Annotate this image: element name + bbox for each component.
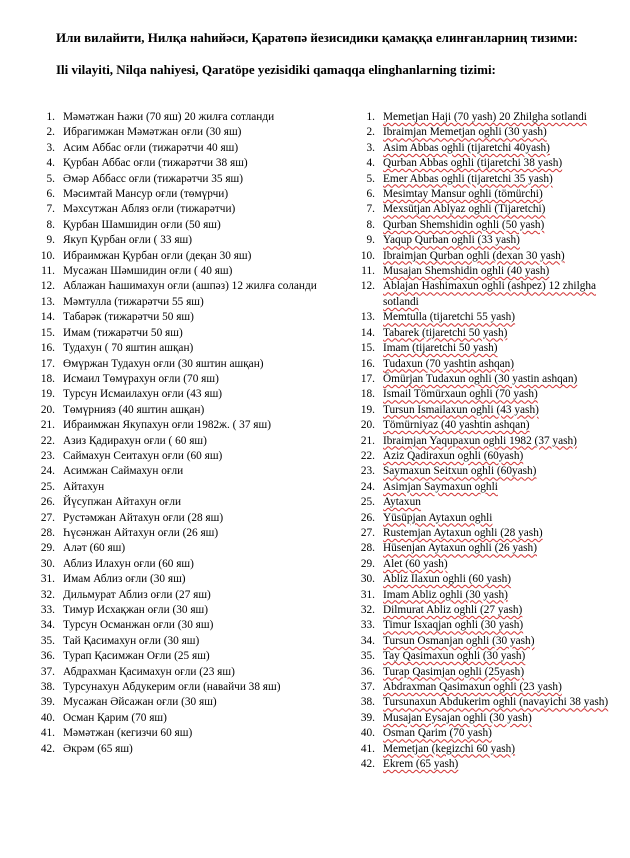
item-number: 6. <box>46 188 55 201</box>
item-number: 22. <box>40 434 55 447</box>
item-number: 41. <box>360 742 375 755</box>
item-text: Abdraxman Qasimaxun oghli (23 yash) <box>383 681 562 694</box>
list-item <box>360 711 620 726</box>
item-text: Ömürjan Tudaxun oghli (30 yastin ashqan) <box>383 372 578 385</box>
item-number: 15. <box>360 342 375 355</box>
list-item <box>360 526 620 541</box>
item-number: 9. <box>46 234 55 247</box>
list-item <box>40 233 340 248</box>
list-item <box>40 403 340 418</box>
list-item <box>40 449 340 464</box>
list-item <box>360 418 620 433</box>
item-number: 32. <box>360 604 375 616</box>
item-text: Мәмәтжан Һажи (70 яш) 20 жилға сотланди <box>63 111 275 123</box>
list-item <box>40 141 340 156</box>
item-number: 9. <box>366 234 375 247</box>
list-item <box>360 511 620 526</box>
item-number: 27. <box>40 511 55 524</box>
item-text: Ibraimjan Memetjan oghli (30 yash) <box>383 126 547 139</box>
list-item <box>360 279 620 310</box>
list-item <box>360 341 620 356</box>
item-number: 30. <box>360 573 375 586</box>
item-number: 28. <box>360 542 375 555</box>
item-text: Аблажан Һашимахун оғли (ашпәз) 12 жилға соланди <box>63 280 317 293</box>
list-item <box>40 434 340 449</box>
list-item <box>40 156 340 171</box>
item-number: 13. <box>40 295 55 308</box>
item-text: Имам Аблиз оғли (30 яш) <box>63 573 186 586</box>
item-text: Dilmurat Abliz oghli (27 yash) <box>383 604 523 616</box>
item-text: Ибрагимжан Мәмәтжан оғли (30 яш) <box>63 126 242 139</box>
item-text: Турсун Османжан оғли (30 яш) <box>63 619 214 632</box>
item-number: 40. <box>360 727 375 740</box>
item-text: Абдрахман Қасимахун оғли (23 яш) <box>63 665 235 678</box>
list-item <box>40 526 340 541</box>
list-item <box>360 541 620 556</box>
item-text: Imam Abliz oghli (30 yash) <box>383 588 508 601</box>
item-text: Memetjan Haji (70 yash) 20 Zhilgha sotlandi <box>383 111 587 123</box>
item-number: 27. <box>360 526 375 539</box>
list-item <box>40 680 340 695</box>
list-item <box>360 649 620 664</box>
item-text: Аләт (60 яш) <box>63 542 126 555</box>
item-text: Турсун Исмаилахун оғли (43 яш) <box>63 388 223 401</box>
list-item <box>360 357 620 372</box>
list-item <box>40 279 340 294</box>
item-number: 21. <box>360 434 375 447</box>
list-item <box>360 434 620 449</box>
list-item <box>360 757 620 772</box>
item-text: Мәсимтай Мансур оғли (төмүрчи) <box>63 188 229 201</box>
item-number: 12. <box>360 280 375 293</box>
item-text: Tabarek (tijaretchi 50 yash) <box>383 326 508 339</box>
list-item <box>360 603 620 618</box>
item-text: Turap Qasimjan oghli (25yash) <box>383 665 525 678</box>
item-number: 16. <box>40 342 55 355</box>
list-item <box>360 665 620 680</box>
list-item <box>40 464 340 479</box>
item-number: 25. <box>40 480 55 493</box>
item-text: Аблиз Илахун оғли (60 яш) <box>63 557 194 570</box>
list-item <box>360 495 620 510</box>
item-number: 2. <box>46 126 55 139</box>
list-item <box>40 249 340 264</box>
list-item <box>360 557 620 572</box>
item-number: 15. <box>40 326 55 339</box>
item-number: 17. <box>40 357 55 370</box>
item-text: Турап Қасимжан Оғли (25 яш) <box>63 650 210 663</box>
item-text: Emer Abbas oghli (tijaretchi 35 yash) <box>383 172 553 185</box>
list-item <box>360 449 620 464</box>
list-item <box>40 110 340 125</box>
item-text: Timur Isxaqjan oghli (30 yash) <box>383 619 524 632</box>
item-number: 5. <box>46 172 55 185</box>
item-number: 38. <box>40 681 55 694</box>
item-text: Tömürniyaz (40 yashtin ashqan) <box>383 419 530 432</box>
list-item <box>360 480 620 495</box>
item-text: Aziz Qadiraxun oghli (60yash) <box>383 449 524 462</box>
item-text: Йүсупжан Айтахун оғли <box>63 496 182 509</box>
item-text: Мусажан Әйсажан оғли (30 яш) <box>63 696 217 709</box>
item-text: Мәмтулла (тижарәтчи 55 яш) <box>63 295 204 308</box>
item-number: 13. <box>360 311 375 324</box>
item-text: Imam (tijaretchi 50 yash) <box>383 342 498 355</box>
item-number: 24. <box>40 465 55 478</box>
item-number: 14. <box>40 311 55 324</box>
item-number: 19. <box>40 388 55 401</box>
list-item <box>40 264 340 279</box>
item-number: 22. <box>360 449 375 462</box>
list-item <box>40 372 340 387</box>
item-text: Азиз Қадирахун оғли ( 60 яш) <box>63 434 207 447</box>
list-item <box>40 649 340 664</box>
item-number: 38. <box>360 696 375 709</box>
detainee-list-cyrillic <box>40 110 340 757</box>
item-text: Musajan Eysajan oghli (30 yash) <box>383 711 532 724</box>
item-number: 10. <box>40 249 55 262</box>
item-number: 28. <box>40 526 55 539</box>
detainee-list-latin <box>360 110 620 772</box>
item-text: Дильмурат Аблиз оғли (27 яш) <box>63 588 211 601</box>
item-number: 35. <box>360 650 375 663</box>
item-text: Мәхсутжан Абляз оғли (тижарәтчи) <box>63 203 236 216</box>
item-number: 1. <box>366 111 375 123</box>
item-text: Тай Қасимахун оғли (30 яш) <box>63 634 200 647</box>
item-text: Tursun Osmanjan oghli (30 yash) <box>383 634 535 647</box>
item-number: 24. <box>360 480 375 493</box>
list-item <box>40 295 340 310</box>
item-text: Asimjan Saymaxun oghli <box>383 480 498 493</box>
list-item <box>40 202 340 217</box>
list-item <box>360 249 620 264</box>
item-text: Һүсәнжан Айтахун оғли (26 яш) <box>63 526 219 539</box>
item-number: 21. <box>40 419 55 432</box>
item-number: 10. <box>360 249 375 262</box>
item-text: Саймахун Сеитахун оғли (60 яш) <box>63 449 223 462</box>
list-item <box>360 125 620 140</box>
item-number: 17. <box>360 372 375 385</box>
item-number: 29. <box>360 557 375 570</box>
item-text: Рустәмжан Айтахун оғли (28 яш) <box>63 511 224 524</box>
item-number: 37. <box>40 665 55 678</box>
item-text: Асимжан Саймахун оғли <box>63 465 184 478</box>
list-item <box>360 264 620 279</box>
item-number: 23. <box>360 465 375 478</box>
item-number: 20. <box>360 419 375 432</box>
item-number: 1. <box>46 111 55 123</box>
item-text: Tudaxun (70 yashtin ashqan) <box>383 357 515 370</box>
list-item <box>360 218 620 233</box>
list-item <box>40 557 340 572</box>
list-item <box>40 326 340 341</box>
item-number: 42. <box>40 742 55 755</box>
list-item <box>40 218 340 233</box>
item-text: Musajan Shemshidin oghli (40 yash) <box>383 265 550 278</box>
list-item <box>40 495 340 510</box>
list-item <box>360 326 620 341</box>
item-text: Әкрәм (65 яш) <box>63 742 133 755</box>
list-item <box>360 372 620 387</box>
list-item <box>40 187 340 202</box>
item-text: Мәмәтжан (кегизчи 60 яш) <box>63 727 193 740</box>
item-text: Tursunaxun Abdukerim oghli (navayichi 38 yash) <box>383 696 609 709</box>
item-text: Тудахун ( 70 яштин ашқан) <box>63 342 194 355</box>
list-item <box>40 618 340 633</box>
item-text: Имам (тижарәтчи 50 яш) <box>63 326 183 339</box>
list-item <box>40 511 340 526</box>
item-text: Tay Qasimaxun oghli (30 yash) <box>383 650 526 663</box>
list-item <box>40 588 340 603</box>
item-text: Төмүрнияз (40 яштин ашқан) <box>63 403 205 416</box>
item-number: 36. <box>360 665 375 678</box>
list-item <box>360 233 620 248</box>
item-text: Aytaxun <box>383 496 421 509</box>
item-number: 34. <box>40 619 55 632</box>
list-item <box>360 680 620 695</box>
list-item <box>360 618 620 633</box>
item-number: 11. <box>361 265 375 278</box>
item-number: 31. <box>360 588 375 601</box>
item-number: 32. <box>40 588 55 601</box>
list-item <box>40 480 340 495</box>
item-text: Асим Аббас оғли (тижарәтчи 40 яш) <box>63 141 239 154</box>
item-text: Табарәк (тижарәтчи 50 яш) <box>63 311 194 324</box>
item-number: 18. <box>360 388 375 401</box>
item-text: Ибраимжан Қурбан оғли (деқан 30 яш) <box>63 249 252 262</box>
list-item <box>360 187 620 202</box>
item-text: Rustemjan Aytaxun oghli (28 yash) <box>383 526 543 539</box>
item-text: Mexsütjan Ablyaz oghli (Tijaretchi) <box>383 203 546 216</box>
item-text: Өмүржан Тудахун оғли (30 яштин ашқан) <box>63 357 264 370</box>
item-number: 14. <box>360 326 375 339</box>
list-item <box>40 711 340 726</box>
list-item <box>40 726 340 741</box>
item-text: Hüsenjan Aytaxun oghli (26 yash) <box>383 542 537 555</box>
item-number: 3. <box>46 141 55 154</box>
item-number: 19. <box>360 403 375 416</box>
item-text: Әмәр Аббасс оғли (тижарәтчи 35 яш) <box>63 172 244 185</box>
item-number: 4. <box>46 157 55 170</box>
list-item <box>40 603 340 618</box>
item-number: 18. <box>40 372 55 385</box>
item-number: 7. <box>46 203 55 216</box>
item-number: 41. <box>40 727 55 740</box>
list-item <box>360 742 620 757</box>
list-item <box>40 742 340 757</box>
list-item <box>40 634 340 649</box>
list-item <box>360 588 620 603</box>
item-text: Memtulla (tijaretchi 55 yash) <box>383 311 516 324</box>
item-text: Tursun Ismailaxun oghli (43 yash) <box>383 403 539 416</box>
list-item <box>40 357 340 372</box>
list-item <box>40 310 340 325</box>
item-text: Yaqup Qurban oghli (33 yash) <box>383 234 520 247</box>
list-item <box>360 695 620 710</box>
list-item <box>360 156 620 171</box>
item-number: 30. <box>40 557 55 570</box>
item-text: Якуп Қурбан оғли ( 33 яш) <box>63 234 192 247</box>
item-number: 42. <box>360 758 375 771</box>
list-item <box>360 572 620 587</box>
item-number: 3. <box>366 141 375 154</box>
item-number: 33. <box>360 619 375 632</box>
item-number: 7. <box>366 203 375 216</box>
list-item <box>360 141 620 156</box>
item-number: 8. <box>366 218 375 231</box>
item-text: Qurban Abbas oghli (tijaretchi 38 yash) <box>383 157 563 170</box>
list-item <box>360 202 620 217</box>
item-number: 26. <box>40 496 55 509</box>
item-text: Ekrem (65 yash) <box>383 758 459 771</box>
list-item <box>40 665 340 680</box>
item-text: Мусажан Шәмшидин оғли ( 40 яш) <box>63 265 233 278</box>
item-number: 26. <box>360 511 375 524</box>
item-text: Осман Қарим (70 яш) <box>63 711 167 724</box>
list-item <box>360 403 620 418</box>
item-text: Yüsüpjan Aytaxun oghli <box>383 511 493 524</box>
list-item <box>40 341 340 356</box>
list-item <box>40 418 340 433</box>
list-item <box>40 125 340 140</box>
item-number: 34. <box>360 634 375 647</box>
item-number: 37. <box>360 681 375 694</box>
item-number: 11. <box>41 265 55 278</box>
item-text: Ibraimjan Yaqupaxun oghli 1982 (37 yash) <box>383 434 577 447</box>
item-number: 39. <box>40 696 55 709</box>
item-number: 36. <box>40 650 55 663</box>
item-number: 39. <box>360 711 375 724</box>
item-number: 16. <box>360 357 375 370</box>
item-text: Ismail Tömürxaun oghli (70 yash) <box>383 388 538 401</box>
list-item <box>40 572 340 587</box>
list-item <box>360 387 620 402</box>
item-text: Mesimtay Mansur oghli (tömürchi) <box>383 188 543 201</box>
item-text: Тимур Исхақжан оғли (30 яш) <box>63 604 208 616</box>
item-number: 31. <box>40 573 55 586</box>
item-number: 23. <box>40 449 55 462</box>
item-number: 20. <box>40 403 55 416</box>
item-text: Турсунахун Абдукерим оғли (навайчи 38 яш) <box>63 681 281 694</box>
item-text: Saymaxun Seitxun oghli (60yash) <box>383 465 537 478</box>
item-number: 40. <box>40 711 55 724</box>
item-text: Ibraimjan Qurban oghli (dexan 30 yash) <box>383 249 565 262</box>
item-text: Asim Abbas oghli (tijaretchi 40yash) <box>383 141 550 154</box>
item-text: Исмаил Төмүрахун оғли (70 яш) <box>63 372 219 385</box>
list-item <box>360 634 620 649</box>
item-number: 4. <box>366 157 375 170</box>
item-text: Қурбан Шамшидин оғли (50 яш) <box>63 218 221 231</box>
item-text: Қурбан Аббас оғли (тижарәтчи 38 яш) <box>63 157 248 170</box>
item-number: 35. <box>40 634 55 647</box>
item-text: Alet (60 yash) <box>383 557 448 570</box>
list-item <box>40 387 340 402</box>
list-item <box>360 310 620 325</box>
item-text: Osman Qarim (70 yash) <box>383 727 492 740</box>
list-item <box>40 172 340 187</box>
item-text: Ablajan Hashimaxun oghli (ashpez) 12 zhilgha sotlandi <box>383 280 597 308</box>
list-item <box>360 110 620 125</box>
list-item <box>360 726 620 741</box>
item-number: 12. <box>40 280 55 293</box>
item-number: 5. <box>366 172 375 185</box>
title-latin: Ili vilayiti, Nilqa nahiyesi, Qaratöpe yezisidiki qamaqqa elinghanlarning tizimi: <box>56 62 496 77</box>
item-number: 29. <box>40 542 55 555</box>
list-item <box>360 464 620 479</box>
item-text: Qurban Shemshidin oghli (50 yash) <box>383 218 545 231</box>
title-cyrillic: Или вилайити, Нилқа наһийәси, Қаратөпә йезисидики қамаққа елинғанларниң тизими: <box>56 30 578 45</box>
item-text: Memetjan (kegizchi 60 yash) <box>383 742 516 755</box>
item-number: 33. <box>40 604 55 616</box>
item-text: Айтахун <box>63 480 105 493</box>
list-item <box>360 172 620 187</box>
item-number: 2. <box>366 126 375 139</box>
item-text: Abliz Ilaxun oghli (60 yash) <box>383 573 512 586</box>
list-item <box>40 695 340 710</box>
item-number: 25. <box>360 496 375 509</box>
list-item <box>40 541 340 556</box>
item-number: 6. <box>366 188 375 201</box>
item-text: Ибраимжан Якупахун оғли 1982ж. ( 37 яш) <box>63 419 271 432</box>
item-number: 8. <box>46 218 55 231</box>
